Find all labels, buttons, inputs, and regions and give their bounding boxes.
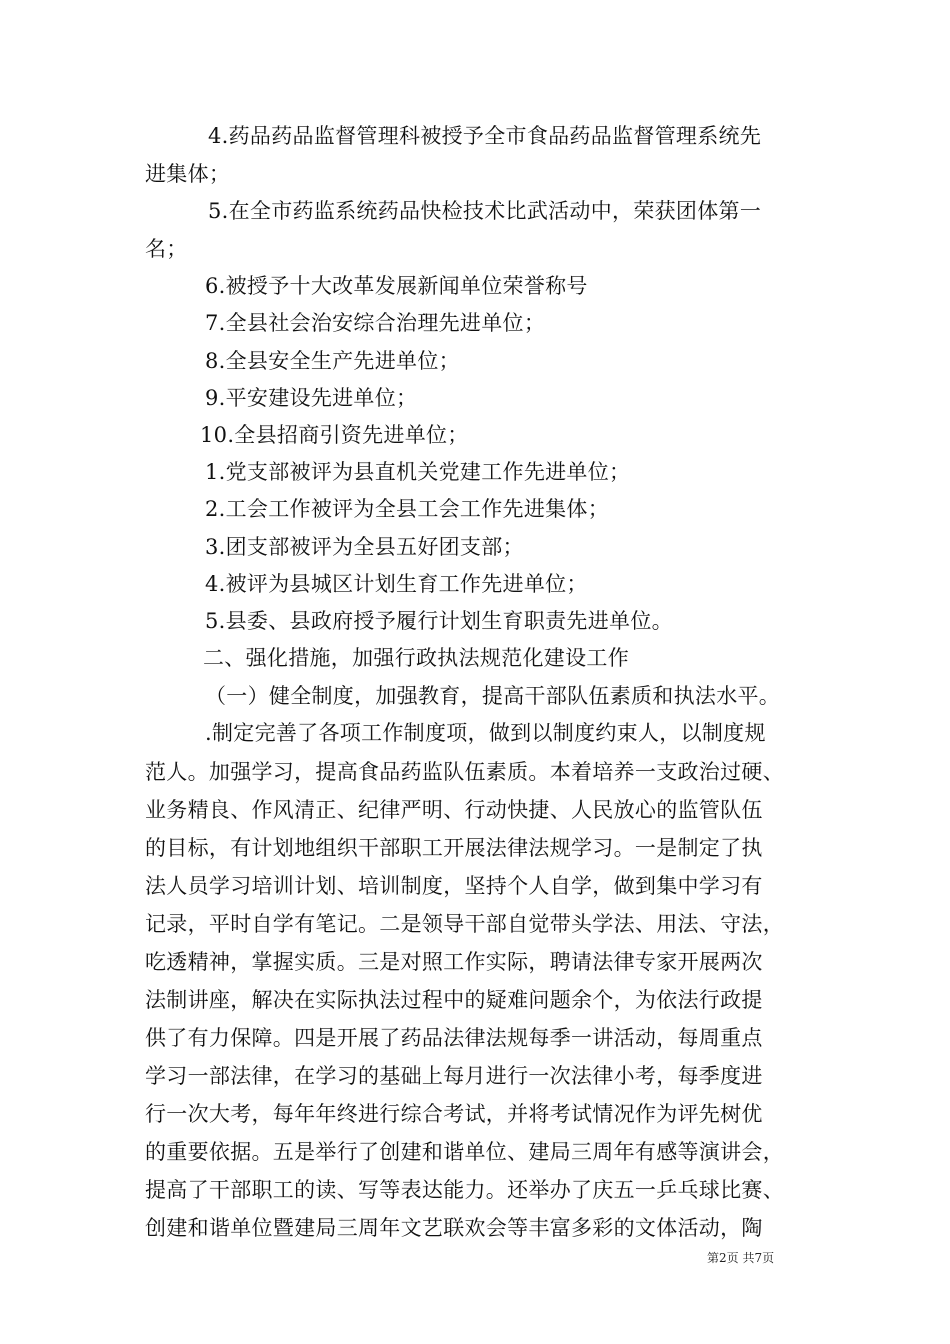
paragraph-line: 7.全县社会治安综合治理先进单位； — [205, 311, 546, 335]
paragraph-line: 学习一部法律，在学习的基础上每月进行一次法律小考，每季度进 — [145, 1064, 763, 1088]
paragraph-line: 供了有力保障。四是开展了药品法律法规每季一讲活动，每周重点 — [145, 1026, 763, 1050]
paragraph-line: 4.药品药品监督管理科被授予全市食品药品监督管理系统先 — [208, 124, 762, 148]
paragraph-line: 4.被评为县城区计划生育工作先进单位； — [205, 572, 588, 596]
paragraph-line: 6.被授予十大改革发展新闻单位荣誉称号 — [205, 274, 588, 298]
paragraph-line: 提高了干部职工的读、写等表达能力。还举办了庆五一乒乓球比赛、 — [145, 1178, 784, 1202]
section-heading: 二、强化措施，加强行政执法规范化建设工作 — [203, 646, 629, 670]
paragraph-line: 进集体； — [145, 162, 231, 186]
paragraph-line: 行一次大考，每年年终进行综合考试，并将考试情况作为评先树优 — [145, 1102, 763, 1126]
paragraph-line: 8.全县安全生产先进单位； — [205, 349, 460, 373]
paragraph-line: 10.全县招商引资先进单位； — [200, 423, 469, 447]
paragraph-line: 法人员学习培训计划、培训制度，坚持个人自学，做到集中学习有 — [145, 874, 763, 898]
paragraph-line: 的目标，有计划地组织干部职工开展法律法规学习。一是制定了执 — [145, 836, 763, 860]
paragraph-line: 法制讲座，解决在实际执法过程中的疑难问题余个，为依法行政提 — [145, 988, 763, 1012]
paragraph-line: 的重要依据。五是举行了创建和谐单位、建局三周年有感等演讲会， — [145, 1140, 784, 1164]
subsection-heading: （一）健全制度，加强教育，提高干部队伍素质和执法水平。 — [205, 684, 781, 708]
paragraph-line: 记录，平时自学有笔记。二是领导干部自觉带头学法、用法、守法， — [145, 912, 784, 936]
paragraph-line: 9.平安建设先进单位； — [205, 386, 418, 410]
paragraph-line: 5.县委、县政府授予履行计划生育职责先进单位。 — [205, 609, 673, 633]
paragraph-line: .制定完善了各项工作制度项，做到以制度约束人，以制度规 — [205, 721, 766, 745]
paragraph-line: 创建和谐单位暨建局三周年文艺联欢会等丰富多彩的文体活动，陶 — [145, 1216, 763, 1240]
paragraph-line: 范人。加强学习，提高食品药监队伍素质。本着培养一支政治过硬、 — [145, 760, 784, 784]
page-number: 第2页 共7页 — [707, 1251, 775, 1265]
paragraph-line: 2.工会工作被评为全县工会工作先进集体； — [205, 497, 610, 521]
paragraph-line: 3.团支部被评为全县五好团支部； — [205, 535, 524, 559]
paragraph-line: 业务精良、作风清正、纪律严明、行动快捷、人民放心的监管队伍 — [145, 798, 763, 822]
paragraph-line: 5.在全市药监系统药品快检技术比武活动中，荣获团体第一 — [208, 199, 762, 223]
paragraph-line: 吃透精神，掌握实质。三是对照工作实际，聘请法律专家开展两次 — [145, 950, 763, 974]
paragraph-line: 1.党支部被评为县直机关党建工作先进单位； — [205, 460, 631, 484]
paragraph-line: 名； — [145, 237, 188, 261]
